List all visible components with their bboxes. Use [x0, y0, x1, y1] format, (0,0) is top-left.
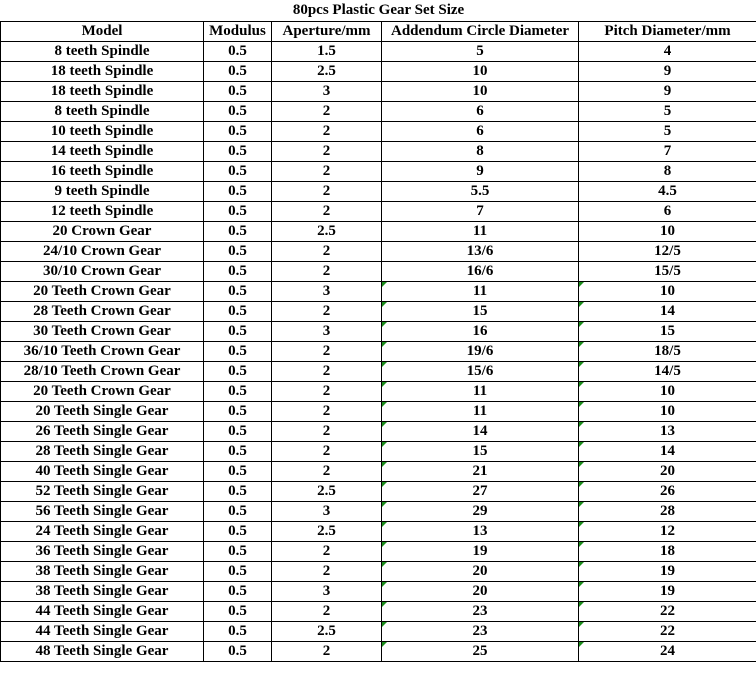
cell-model[interactable]: 20 Teeth Crown Gear	[1, 281, 204, 301]
cell-addendum-diameter[interactable]: 23	[382, 621, 579, 641]
cell-addendum-diameter[interactable]: 27	[382, 481, 579, 501]
cell-addendum-diameter[interactable]: 10	[382, 81, 579, 101]
cell-addendum-diameter[interactable]: 16/6	[382, 261, 579, 281]
cell-model[interactable]: 36 Teeth Single Gear	[1, 541, 204, 561]
cell-aperture[interactable]: 2	[272, 441, 382, 461]
cell-pitch-diameter[interactable]: 15/5	[579, 261, 756, 281]
cell-addendum-diameter[interactable]: 20	[382, 561, 579, 581]
cell-addendum-diameter[interactable]: 11	[382, 381, 579, 401]
cell-addendum-diameter[interactable]: 21	[382, 461, 579, 481]
cell-addendum-diameter[interactable]: 15/6	[382, 361, 579, 381]
cell-aperture[interactable]: 2	[272, 401, 382, 421]
cell-model[interactable]: 9 teeth Spindle	[1, 181, 204, 201]
cell-modulus[interactable]: 0.5	[204, 161, 272, 181]
cell-addendum-diameter[interactable]: 6	[382, 101, 579, 121]
cell-aperture[interactable]: 2	[272, 461, 382, 481]
cell-aperture[interactable]: 2	[272, 301, 382, 321]
header-modulus: Modulus	[204, 21, 272, 41]
cell-pitch-diameter[interactable]: 14	[579, 441, 756, 461]
cell-aperture[interactable]: 2	[272, 641, 382, 661]
header-pitch-diameter: Pitch Diameter/mm	[579, 21, 756, 41]
table-title: 80pcs Plastic Gear Set Size	[292, 1, 465, 18]
cell-modulus[interactable]: 0.5	[204, 421, 272, 441]
cell-aperture[interactable]: 2.5	[272, 61, 382, 81]
cell-aperture[interactable]: 2	[272, 261, 382, 281]
cell-modulus[interactable]: 0.5	[204, 401, 272, 421]
cell-pitch-diameter[interactable]: 19	[579, 581, 756, 601]
cell-model[interactable]: 28 Teeth Crown Gear	[1, 301, 204, 321]
cell-aperture[interactable]: 3	[272, 501, 382, 521]
cell-model[interactable]: 44 Teeth Single Gear	[1, 621, 204, 641]
table-row	[1, 141, 756, 161]
cell-model[interactable]: 38 Teeth Single Gear	[1, 581, 204, 601]
cell-addendum-diameter[interactable]: 5	[382, 41, 579, 61]
cell-modulus[interactable]: 0.5	[204, 301, 272, 321]
cell-model[interactable]: 28/10 Teeth Crown Gear	[1, 361, 204, 381]
table-row	[1, 261, 756, 281]
cell-aperture[interactable]: 2	[272, 201, 382, 221]
cell-pitch-diameter[interactable]: 28	[579, 501, 756, 521]
cell-addendum-diameter[interactable]: 13/6	[382, 241, 579, 261]
table-row	[1, 361, 756, 381]
cell-pitch-diameter[interactable]: 18/5	[579, 341, 756, 361]
table-row	[1, 401, 756, 421]
cell-pitch-diameter[interactable]: 7	[579, 141, 756, 161]
cell-addendum-diameter[interactable]: 5.5	[382, 181, 579, 201]
cell-model[interactable]: 36/10 Teeth Crown Gear	[1, 341, 204, 361]
cell-aperture[interactable]: 2	[272, 601, 382, 621]
table-row	[1, 61, 756, 81]
cell-aperture[interactable]: 2	[272, 361, 382, 381]
cell-pitch-diameter[interactable]: 5	[579, 101, 756, 121]
cell-pitch-diameter[interactable]: 20	[579, 461, 756, 481]
cell-pitch-diameter[interactable]: 5	[579, 121, 756, 141]
cell-model[interactable]: 56 Teeth Single Gear	[1, 501, 204, 521]
cell-modulus[interactable]: 0.5	[204, 561, 272, 581]
cell-modulus[interactable]: 0.5	[204, 181, 272, 201]
table-row	[1, 521, 756, 541]
cell-pitch-diameter[interactable]: 22	[579, 601, 756, 621]
cell-pitch-diameter[interactable]: 15	[579, 321, 756, 341]
header-addendum-diameter: Addendum Circle Diameter	[382, 21, 579, 41]
cell-aperture[interactable]: 2.5	[272, 221, 382, 241]
table-row	[1, 461, 756, 481]
cell-aperture[interactable]: 2.5	[272, 521, 382, 541]
table-row	[1, 601, 756, 621]
cell-modulus[interactable]: 0.5	[204, 501, 272, 521]
cell-model[interactable]: 52 Teeth Single Gear	[1, 481, 204, 501]
cell-pitch-diameter[interactable]: 14	[579, 301, 756, 321]
table-row	[1, 621, 756, 641]
cell-modulus[interactable]: 0.5	[204, 141, 272, 161]
cell-aperture[interactable]: 3	[272, 321, 382, 341]
cell-model[interactable]: 24 Teeth Single Gear	[1, 521, 204, 541]
cell-modulus[interactable]: 0.5	[204, 621, 272, 641]
table-row	[1, 161, 756, 181]
cell-modulus[interactable]: 0.5	[204, 81, 272, 101]
header-row	[1, 21, 756, 41]
cell-model[interactable]: 48 Teeth Single Gear	[1, 641, 204, 661]
table-row	[1, 281, 756, 301]
cell-modulus[interactable]: 0.5	[204, 281, 272, 301]
cell-aperture[interactable]: 2	[272, 421, 382, 441]
cell-pitch-diameter[interactable]: 19	[579, 561, 756, 581]
cell-aperture[interactable]: 2.5	[272, 621, 382, 641]
table-row	[1, 441, 756, 461]
cell-aperture[interactable]: 2.5	[272, 481, 382, 501]
cell-pitch-diameter[interactable]: 14/5	[579, 361, 756, 381]
cell-aperture[interactable]: 1.5	[272, 41, 382, 61]
cell-aperture[interactable]: 3	[272, 581, 382, 601]
cell-aperture[interactable]: 2	[272, 561, 382, 581]
cell-model[interactable]: 24/10 Crown Gear	[1, 241, 204, 261]
table-row	[1, 341, 756, 361]
cell-pitch-diameter[interactable]: 10	[579, 281, 756, 301]
cell-modulus[interactable]: 0.5	[204, 521, 272, 541]
cell-aperture[interactable]: 2	[272, 161, 382, 181]
cell-model[interactable]: 18 teeth Spindle	[1, 61, 204, 81]
table-row	[1, 321, 756, 341]
table-row	[1, 81, 756, 101]
cell-modulus[interactable]: 0.5	[204, 261, 272, 281]
cell-pitch-diameter[interactable]: 9	[579, 81, 756, 101]
cell-pitch-diameter[interactable]: 22	[579, 621, 756, 641]
cell-modulus[interactable]: 0.5	[204, 321, 272, 341]
cell-pitch-diameter[interactable]: 12/5	[579, 241, 756, 261]
cell-modulus[interactable]: 0.5	[204, 341, 272, 361]
cell-modulus[interactable]: 0.5	[204, 381, 272, 401]
table-row	[1, 561, 756, 581]
cell-aperture[interactable]: 3	[272, 281, 382, 301]
cell-modulus[interactable]: 0.5	[204, 101, 272, 121]
cell-addendum-diameter[interactable]: 19	[382, 541, 579, 561]
cell-pitch-diameter[interactable]: 4	[579, 41, 756, 61]
cell-model[interactable]: 12 teeth Spindle	[1, 201, 204, 221]
cell-aperture[interactable]: 2	[272, 541, 382, 561]
cell-pitch-diameter[interactable]: 6	[579, 201, 756, 221]
table-row	[1, 301, 756, 321]
table-row	[1, 241, 756, 261]
cell-addendum-diameter[interactable]: 23	[382, 601, 579, 621]
table-row	[1, 181, 756, 201]
cell-modulus[interactable]: 0.5	[204, 541, 272, 561]
cell-aperture[interactable]: 2	[272, 381, 382, 401]
cell-addendum-diameter[interactable]: 20	[382, 581, 579, 601]
cell-addendum-diameter[interactable]: 13	[382, 521, 579, 541]
cell-aperture[interactable]: 2	[272, 141, 382, 161]
table-row	[1, 481, 756, 501]
cell-pitch-diameter[interactable]: 12	[579, 521, 756, 541]
table-row	[1, 501, 756, 521]
cell-model[interactable]: 40 Teeth Single Gear	[1, 461, 204, 481]
cell-addendum-diameter[interactable]: 11	[382, 281, 579, 301]
cell-modulus[interactable]: 0.5	[204, 41, 272, 61]
cell-modulus[interactable]: 0.5	[204, 61, 272, 81]
cell-modulus[interactable]: 0.5	[204, 641, 272, 661]
cell-model[interactable]: 16 teeth Spindle	[1, 161, 204, 181]
cell-pitch-diameter[interactable]: 8	[579, 161, 756, 181]
cell-model[interactable]: 8 teeth Spindle	[1, 101, 204, 121]
cell-modulus[interactable]: 0.5	[204, 201, 272, 221]
cell-addendum-diameter[interactable]: 9	[382, 161, 579, 181]
cell-model[interactable]: 10 teeth Spindle	[1, 121, 204, 141]
cell-model[interactable]: 20 Teeth Single Gear	[1, 401, 204, 421]
cell-model[interactable]: 28 Teeth Single Gear	[1, 441, 204, 461]
cell-addendum-diameter[interactable]: 7	[382, 201, 579, 221]
cell-aperture[interactable]: 2	[272, 121, 382, 141]
cell-addendum-diameter[interactable]: 15	[382, 441, 579, 461]
cell-pitch-diameter[interactable]: 18	[579, 541, 756, 561]
cell-addendum-diameter[interactable]: 11	[382, 401, 579, 421]
cell-aperture[interactable]: 2	[272, 181, 382, 201]
table-row	[1, 421, 756, 441]
cell-addendum-diameter[interactable]: 29	[382, 501, 579, 521]
cell-aperture[interactable]: 2	[272, 341, 382, 361]
cell-model[interactable]: 30/10 Crown Gear	[1, 261, 204, 281]
cell-modulus[interactable]: 0.5	[204, 461, 272, 481]
cell-model[interactable]: 44 Teeth Single Gear	[1, 601, 204, 621]
cell-pitch-diameter[interactable]: 4.5	[579, 181, 756, 201]
table-row	[1, 101, 756, 121]
cell-addendum-diameter[interactable]: 8	[382, 141, 579, 161]
cell-modulus[interactable]: 0.5	[204, 121, 272, 141]
table-row	[1, 221, 756, 241]
cell-modulus[interactable]: 0.5	[204, 581, 272, 601]
cell-addendum-diameter[interactable]: 15	[382, 301, 579, 321]
cell-modulus[interactable]: 0.5	[204, 481, 272, 501]
cell-addendum-diameter[interactable]: 10	[382, 61, 579, 81]
cell-model[interactable]: 30 Teeth Crown Gear	[1, 321, 204, 341]
cell-model[interactable]: 14 teeth Spindle	[1, 141, 204, 161]
cell-model[interactable]: 18 teeth Spindle	[1, 81, 204, 101]
cell-pitch-diameter[interactable]: 26	[579, 481, 756, 501]
cell-pitch-diameter[interactable]: 9	[579, 61, 756, 81]
cell-addendum-diameter[interactable]: 19/6	[382, 341, 579, 361]
cell-modulus[interactable]: 0.5	[204, 441, 272, 461]
table-row	[1, 541, 756, 561]
table-row	[1, 121, 756, 141]
table-row	[1, 581, 756, 601]
cell-model[interactable]: 8 teeth Spindle	[1, 41, 204, 61]
cell-addendum-diameter[interactable]: 6	[382, 121, 579, 141]
cell-pitch-diameter[interactable]: 10	[579, 221, 756, 241]
cell-addendum-diameter[interactable]: 14	[382, 421, 579, 441]
header-aperture: Aperture/mm	[272, 21, 382, 41]
cell-pitch-diameter[interactable]: 10	[579, 401, 756, 421]
table-row	[1, 641, 756, 661]
cell-aperture[interactable]: 2	[272, 241, 382, 261]
cell-pitch-diameter[interactable]: 13	[579, 421, 756, 441]
header-model: Model	[1, 21, 204, 41]
cell-modulus[interactable]: 0.5	[204, 361, 272, 381]
cell-aperture[interactable]: 2	[272, 101, 382, 121]
cell-modulus[interactable]: 0.5	[204, 601, 272, 621]
cell-model[interactable]: 20 Crown Gear	[1, 221, 204, 241]
table-row	[1, 41, 756, 61]
cell-addendum-diameter[interactable]: 25	[382, 641, 579, 661]
table-row	[1, 201, 756, 221]
table-row	[1, 381, 756, 401]
cell-modulus[interactable]: 0.5	[204, 241, 272, 261]
cell-model[interactable]: 26 Teeth Single Gear	[1, 421, 204, 441]
cell-model[interactable]: 20 Teeth Crown Gear	[1, 381, 204, 401]
cell-addendum-diameter[interactable]: 16	[382, 321, 579, 341]
cell-pitch-diameter[interactable]: 24	[579, 641, 756, 661]
cell-aperture[interactable]: 3	[272, 81, 382, 101]
cell-model[interactable]: 38 Teeth Single Gear	[1, 561, 204, 581]
cell-pitch-diameter[interactable]: 10	[579, 381, 756, 401]
cell-modulus[interactable]: 0.5	[204, 221, 272, 241]
cell-addendum-diameter[interactable]: 11	[382, 221, 579, 241]
